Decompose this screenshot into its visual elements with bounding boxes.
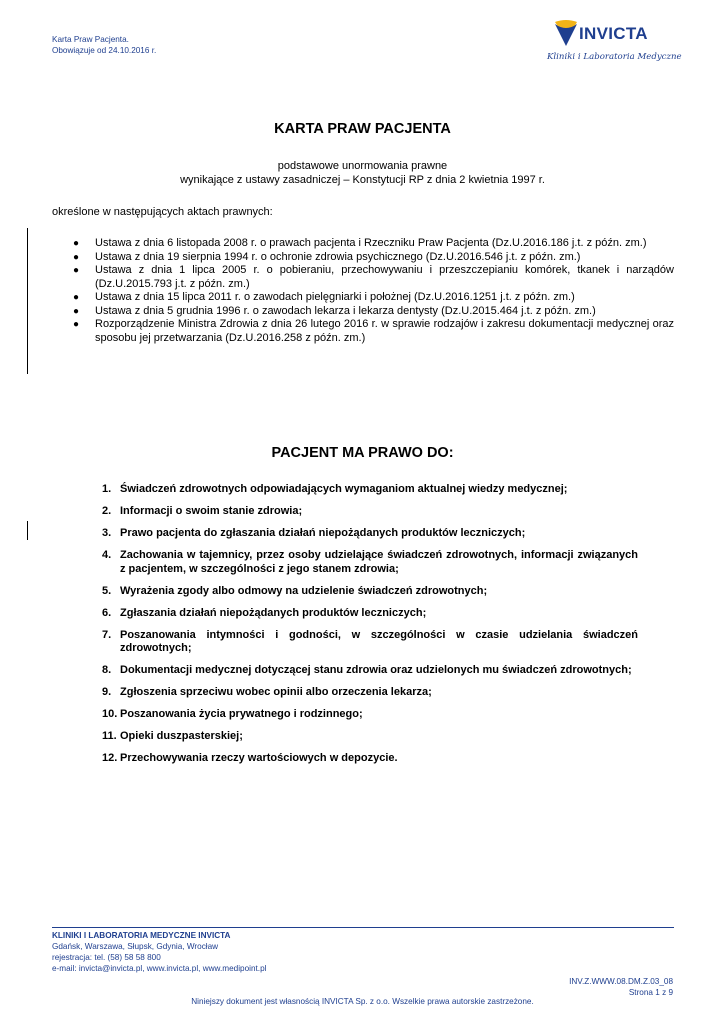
right-text: Dokumentacji medycznej dotyczącej stanu zdrowia oraz udzielonych mu świadczeń zdrowotnych; bbox=[120, 664, 632, 676]
invicta-logo bbox=[545, 18, 685, 70]
list-item bbox=[72, 251, 674, 265]
list-item bbox=[72, 237, 674, 251]
footer-phone: rejestracja: tel. (58) 58 58 800 bbox=[52, 953, 161, 962]
intro-text: określone w następujących aktach prawnych: bbox=[52, 206, 273, 218]
right-text: Przechowywania rzeczy wartościowych w depozycie. bbox=[120, 752, 398, 764]
bullet-icon: ● bbox=[73, 265, 80, 276]
right-text: Zgłaszania działań niepożądanych produktów leczniczych; bbox=[120, 606, 427, 619]
list-item bbox=[102, 664, 638, 678]
item-number: 4. bbox=[102, 549, 112, 561]
laws-list bbox=[72, 237, 674, 345]
list-item bbox=[102, 505, 638, 519]
right-text: Zachowania w tajemnicy, przez osoby udzielające świadczeń zdrowotnych, informacji związanych z pacjentem, w szczególności z jego stanem zdrowia; bbox=[120, 549, 638, 575]
bullet-icon: ● bbox=[73, 305, 80, 317]
item-number: 9. bbox=[102, 686, 112, 698]
right-text: Poszanowania życia prywatnego i rodzinnego; bbox=[120, 708, 363, 720]
logo-name: INVICTA bbox=[579, 24, 648, 43]
footer-company: KLINIKI I LABORATORIA MEDYCZNE INVICTA bbox=[52, 931, 231, 940]
footer-page-number: Strona 1 z 9 bbox=[628, 988, 673, 997]
footer-contact: e-mail: invicta@invicta.pl, www.invicta.pl, www.medipoint.pl bbox=[52, 964, 267, 973]
header-note-line1: Karta Praw Pacjenta. bbox=[52, 35, 129, 44]
right-text: Opieki duszpasterskiej; bbox=[120, 730, 243, 742]
law-text: Ustawa z dnia 1 lipca 2005 r. o pobieraniu, przechowywaniu i przeszczepianiu komórek, tkanek i narządów (Dz.U.2015.793 j.t. z późn. zm.) bbox=[95, 264, 674, 290]
list-item bbox=[102, 607, 638, 621]
item-number: 8. bbox=[102, 664, 112, 676]
list-item bbox=[72, 291, 674, 305]
right-text: Poszanowania intymności i godności, w szczególności w czasie udzielania świadczeń zdrowotnych; bbox=[120, 628, 638, 654]
bullet-icon: ● bbox=[73, 292, 80, 303]
item-number: 11. bbox=[102, 730, 117, 742]
page-title: KARTA PRAW PACJENTA bbox=[274, 121, 451, 137]
list-item bbox=[102, 549, 638, 576]
subtitle-line2: wynikające z ustawy zasadniczej – Konstytucji RP z dnia 2 kwietnia 1997 r. bbox=[180, 174, 545, 186]
revision-bar bbox=[27, 521, 28, 540]
law-text: Rozporządzenie Ministra Zdrowia z dnia 26 lutego 2016 r. w sprawie rodzajów i zakresu dokumentacji medycznej oraz sposobu jej przetwarzania (Dz.U.2016.258 z późn. zm.) bbox=[95, 318, 674, 344]
item-number: 3. bbox=[102, 527, 112, 539]
list-item bbox=[102, 629, 638, 656]
list-item bbox=[102, 730, 638, 744]
right-text: Świadczeń zdrowotnych odpowiadających wymaganiom aktualnej wiedzy medycznej; bbox=[120, 483, 568, 495]
bullet-icon: ● bbox=[73, 319, 80, 330]
subtitle-line1: podstawowe unormowania prawne bbox=[277, 160, 448, 172]
list-item bbox=[102, 752, 638, 766]
item-number: 10. bbox=[102, 708, 118, 720]
bullet-icon: ● bbox=[73, 251, 80, 263]
header-note bbox=[52, 34, 156, 56]
footer-cities: Gdańsk, Warszawa, Słupsk, Gdynia, Wrocław bbox=[52, 942, 219, 951]
footer-divider bbox=[52, 927, 674, 928]
list-item bbox=[72, 264, 674, 291]
bullet-icon: ● bbox=[73, 238, 80, 249]
item-number: 7. bbox=[102, 628, 112, 641]
right-text: Informacji o swoim stanie zdrowia; bbox=[120, 505, 303, 517]
item-number: 12. bbox=[102, 752, 118, 764]
list-item bbox=[102, 686, 638, 700]
list-item bbox=[72, 305, 674, 319]
law-text: Ustawa z dnia 15 lipca 2011 r. o zawodach pielęgniarki i położnej (Dz.U.2016.1251 j.t. z późn. zm.) bbox=[95, 291, 575, 303]
law-text: Ustawa z dnia 5 grudnia 1996 r. o zawodach lekarza i lekarza dentysty (Dz.U.2015.464 j.t. z późn. zm.) bbox=[95, 304, 596, 317]
invicta-logo-mark-icon bbox=[553, 18, 579, 48]
list-item bbox=[102, 708, 638, 722]
right-text: Prawo pacjenta do zgłaszania działań niepożądanych produktów leczniczych; bbox=[120, 527, 526, 539]
item-number: 2. bbox=[102, 505, 112, 517]
right-text: Wyrażenia zgody albo odmowy na udzielenie świadczeń zdrowotnych; bbox=[120, 584, 488, 597]
rights-title: PACJENT MA PRAWO DO: bbox=[271, 445, 454, 461]
list-item bbox=[72, 318, 674, 345]
item-number: 5. bbox=[102, 584, 112, 597]
rights-list bbox=[102, 483, 638, 774]
law-text: Ustawa z dnia 19 sierpnia 1994 r. o ochronie zdrowia psychicznego (Dz.U.2016.546 j.t. z późn. zm.) bbox=[95, 250, 581, 263]
footer-doc-code: INV.Z.WWW.08.DM.Z.03_08 bbox=[569, 977, 673, 986]
list-item bbox=[102, 527, 638, 541]
footer-copyright: Niniejszy dokument jest własnością INVICTA Sp. z o.o. Wszelkie prawa autorskie zastrzeżone. bbox=[191, 997, 534, 1006]
revision-bar bbox=[27, 228, 28, 374]
logo-tagline: Kliniki i Laboratoria Medyczne bbox=[547, 52, 682, 62]
list-item bbox=[102, 585, 638, 599]
list-item bbox=[102, 483, 638, 497]
right-text: Zgłoszenia sprzeciwu wobec opinii albo orzeczenia lekarza; bbox=[120, 686, 432, 698]
item-number: 6. bbox=[102, 606, 112, 619]
item-number: 1. bbox=[102, 483, 112, 495]
header-note-line2: Obowiązuje od 24.10.2016 r. bbox=[52, 46, 157, 55]
law-text: Ustawa z dnia 6 listopada 2008 r. o prawach pacjenta i Rzeczniku Praw Pacjenta (Dz.U.2016.186 j.t. z późn. zm.) bbox=[95, 237, 647, 249]
